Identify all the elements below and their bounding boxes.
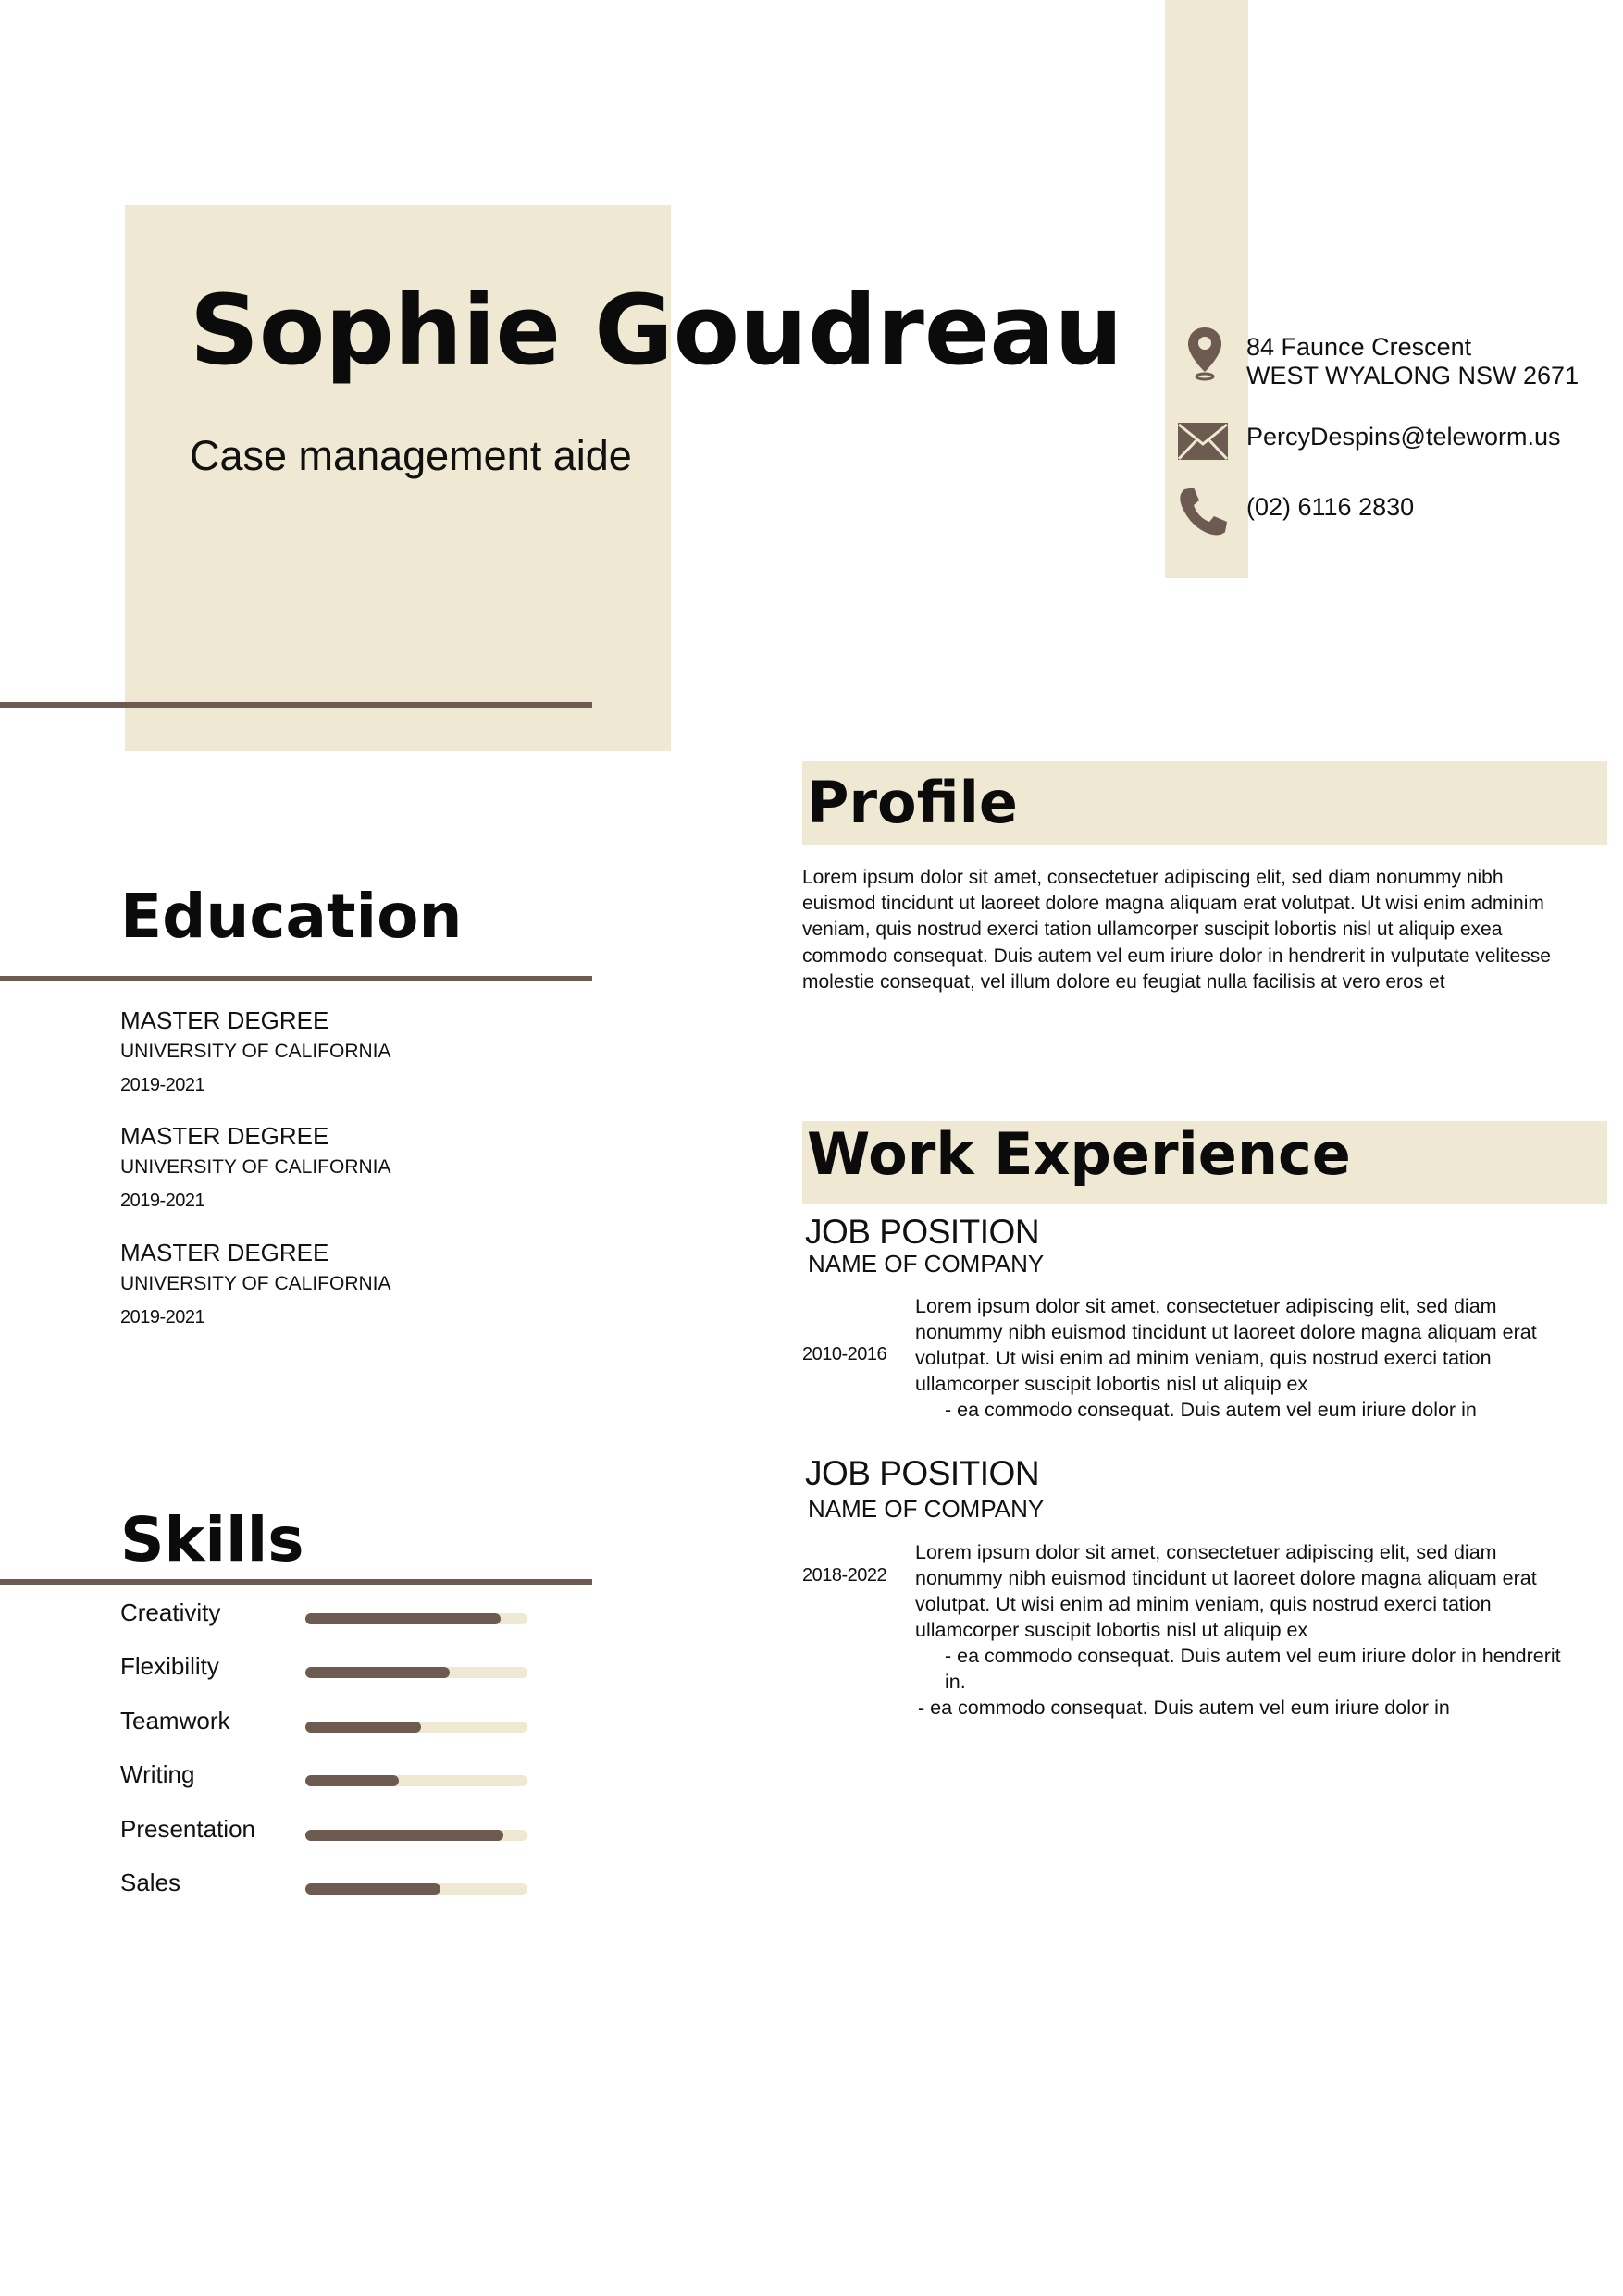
skill-bar-fill	[305, 1830, 503, 1841]
education-school: UNIVERSITY OF CALIFORNIA	[120, 1041, 391, 1062]
education-entry	[120, 1122, 391, 1212]
header-divider	[0, 702, 592, 708]
skill-row	[120, 1759, 527, 1796]
skill-bar	[305, 1667, 527, 1678]
skill-label: Writing	[120, 1760, 195, 1788]
candidate-name: Sophie Goudreau	[190, 274, 1123, 387]
phone-number[interactable]: (02) 6116 2830	[1246, 493, 1415, 521]
job-description-bullet: - ea commodo consequat. Duis autem vel eum iriure dolor in hendrerit in.	[945, 1645, 1561, 1693]
skill-bar	[305, 1613, 527, 1624]
skills-heading: Skills	[120, 1504, 304, 1575]
skill-bar-fill	[305, 1883, 440, 1895]
job-company: NAME OF COMPANY	[808, 1250, 1045, 1278]
skill-row	[120, 1597, 527, 1634]
skill-bar-fill	[305, 1613, 501, 1624]
job-description-bullet: - ea commodo consequat. Duis autem vel eum iriure dolor in	[918, 1697, 1450, 1719]
job-position: JOB POSITION	[805, 1454, 1040, 1492]
address-line-2: WEST WYALONG NSW 2671	[1246, 362, 1580, 389]
education-entry	[120, 1006, 391, 1096]
education-years: 2019-2021	[120, 1307, 205, 1327]
job-company: NAME OF COMPANY	[808, 1495, 1045, 1523]
job-years: 2010-2016	[802, 1344, 887, 1364]
envelope-icon	[1177, 414, 1229, 469]
education-divider	[0, 976, 592, 981]
skills-divider	[0, 1579, 592, 1585]
skill-bar	[305, 1883, 527, 1895]
location-pin-icon	[1179, 326, 1231, 381]
profile-summary: Lorem ipsum dolor sit amet, consectetuer adipiscing elit, sed diam nonummy nibh euismod tincidunt ut laoreet dolore magna aliquam erat volutpat. Ut wisi enim adminim veniam, quis nostrud exerci tation ullamcorper suscipit lobortis nisl ut aliquip exea commodo consequat. Duis autem vel eum iriure dolor in hendrerit in vulputate velitesse molestie consequat, vel illum dolore eu feugiat nulla facilisis at vero eros et	[802, 867, 1551, 993]
skill-bar	[305, 1722, 527, 1733]
education-degree: MASTER DEGREE	[120, 1006, 329, 1034]
skill-label: Presentation	[120, 1815, 255, 1843]
skill-row	[120, 1867, 527, 1904]
skill-label: Teamwork	[120, 1707, 230, 1734]
phone-icon	[1177, 484, 1229, 539]
skill-bar	[305, 1775, 527, 1786]
education-degree: MASTER DEGREE	[120, 1122, 329, 1150]
skill-bar-fill	[305, 1722, 421, 1733]
skill-bar	[305, 1830, 527, 1841]
address-line-1: 84 Faunce Crescent	[1246, 333, 1472, 361]
skill-row	[120, 1650, 527, 1687]
education-school: UNIVERSITY OF CALIFORNIA	[120, 1156, 391, 1178]
skill-row	[120, 1813, 527, 1850]
job-description-text: Lorem ipsum dolor sit amet, consectetuer adipiscing elit, sed diam nonummy nibh euismod tincidunt ut laoreet dolore magna aliquam erat volutpat. Ut wisi enim ad minim veniam, quis nostrud exerci tation ullamcorper suscipit lobortis nisl ut aliquip ex	[915, 1541, 1537, 1641]
job-description-bullet: - ea commodo consequat. Duis autem vel eum iriure dolor in	[945, 1399, 1477, 1421]
education-heading: Education	[120, 881, 463, 952]
candidate-title: Case management aide	[190, 432, 632, 479]
work-heading: Work Experience	[807, 1120, 1351, 1188]
skill-row	[120, 1705, 527, 1742]
email-link[interactable]: PercyDespins@teleworm.us	[1246, 423, 1561, 451]
education-school: UNIVERSITY OF CALIFORNIA	[120, 1273, 391, 1294]
profile-heading: Profile	[807, 769, 1018, 836]
education-entry	[120, 1239, 391, 1328]
job-years: 2018-2022	[802, 1565, 887, 1586]
education-degree: MASTER DEGREE	[120, 1239, 329, 1266]
skill-label: Creativity	[120, 1599, 221, 1626]
skill-label: Sales	[120, 1869, 181, 1896]
skill-bar-fill	[305, 1667, 450, 1678]
job-description	[915, 1539, 1563, 1721]
education-years: 2019-2021	[120, 1191, 205, 1211]
skill-bar-fill	[305, 1775, 399, 1786]
job-description-text: Lorem ipsum dolor sit amet, consectetuer adipiscing elit, sed diam nonummy nibh euismod tincidunt ut laoreet dolore magna aliquam erat volutpat. Ut wisi enim ad minim veniam, quis nostrud exerci tation ullamcorper suscipit lobortis nisl ut aliquip ex	[915, 1295, 1537, 1395]
job-description	[915, 1293, 1563, 1423]
skill-label: Flexibility	[120, 1652, 219, 1680]
education-years: 2019-2021	[120, 1075, 205, 1095]
job-position: JOB POSITION	[805, 1213, 1040, 1251]
